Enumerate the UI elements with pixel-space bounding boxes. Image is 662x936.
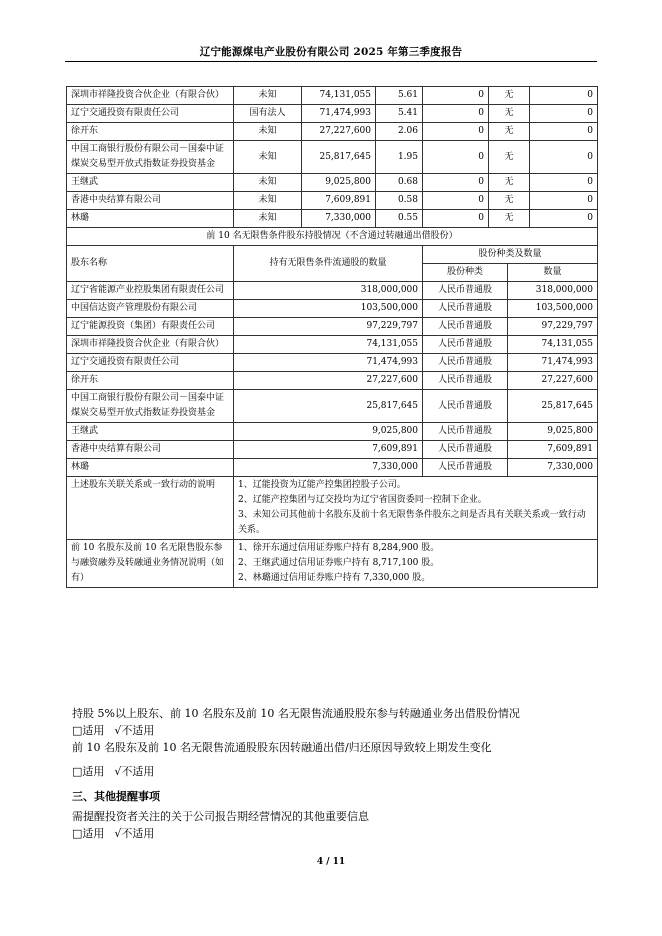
col-shareholder-name: 股东名称 (67, 246, 234, 282)
unrestricted-header-row (67, 246, 598, 264)
nature-cell: 未知 (234, 141, 302, 174)
relation-line-1: 1、辽能投资为辽能产控集团控股子公司。 (238, 480, 406, 490)
status-cell: 无 (489, 105, 530, 123)
count-cell: 9,025,800 (234, 423, 423, 441)
qty-cell: 0 (530, 123, 598, 141)
status-cell: 无 (489, 192, 530, 210)
applicable-checkbox: □适用 (72, 724, 105, 737)
name-cell: 深圳市祥隆投资合伙企业（有限合伙） (67, 336, 234, 354)
shareholder-table (66, 86, 598, 588)
nature-cell: 国有法人 (234, 105, 302, 123)
type-cell: 人民币普通股 (423, 282, 508, 300)
top10-row (67, 192, 598, 210)
relation-line-2: 2、辽能产控集团与辽交投均为辽宁省国资委同一控制下企业。 (238, 495, 487, 505)
restricted-cell: 0 (423, 210, 489, 228)
qty-cell: 97,229,797 (508, 318, 598, 336)
top10-row (67, 105, 598, 123)
count-cell: 318,000,000 (234, 282, 423, 300)
nature-cell: 未知 (234, 123, 302, 141)
top10-row (67, 141, 598, 174)
count-cell: 74,131,055 (234, 336, 423, 354)
status-cell: 无 (489, 174, 530, 192)
type-cell: 人民币普通股 (423, 390, 508, 423)
change-paragraph: 前 10 名股东及前 10 名无限售流通股股东因转融通出借/归还原因导致较上期发生变化 (72, 741, 492, 754)
unrestricted-row (67, 336, 598, 354)
status-cell: 无 (489, 141, 530, 174)
qty-cell: 9,025,800 (508, 423, 598, 441)
qty-cell: 0 (530, 192, 598, 210)
margin-line-2: 2、王继武通过信用证券账户持有 8,717,100 股。 (238, 558, 440, 568)
top10-row (67, 123, 598, 141)
col-share-qty: 数量 (508, 264, 598, 282)
qty-cell: 0 (530, 174, 598, 192)
qty-cell: 71,474,993 (508, 354, 598, 372)
relation-label: 上述股东关联关系或一致行动的说明 (67, 477, 234, 540)
count-cell: 97,229,797 (234, 318, 423, 336)
count-cell: 7,609,891 (234, 441, 423, 459)
name-cell: 中国工商银行股份有限公司－国泰中证煤炭交易型开放式指数证券投资基金 (67, 141, 234, 174)
unrestricted-row (67, 423, 598, 441)
restricted-cell: 0 (423, 141, 489, 174)
name-cell: 辽宁能源投资（集团）有限责任公司 (67, 318, 234, 336)
qty-cell: 7,330,000 (508, 459, 598, 477)
name-cell: 香港中央结算有限公司 (67, 192, 234, 210)
name-cell: 中国工商银行股份有限公司－国泰中证煤炭交易型开放式指数证券投资基金 (67, 390, 234, 423)
type-cell: 人民币普通股 (423, 459, 508, 477)
top10-row (67, 174, 598, 192)
name-cell: 王继武 (67, 423, 234, 441)
count-cell: 7,330,000 (234, 459, 423, 477)
name-cell: 徐开东 (67, 372, 234, 390)
status-cell: 无 (489, 123, 530, 141)
type-cell: 人民币普通股 (423, 441, 508, 459)
nature-cell: 未知 (234, 87, 302, 105)
page-header: 辽宁能源煤电产业股份有限公司 2025 年第三季度报告 (199, 46, 463, 58)
type-cell: 人民币普通股 (423, 423, 508, 441)
relation-row (67, 477, 598, 540)
top10-row (67, 210, 598, 228)
unrestricted-row (67, 372, 598, 390)
relation-content (234, 477, 598, 540)
count-cell: 103,500,000 (234, 300, 423, 318)
qty-cell: 25,817,645 (508, 390, 598, 423)
header-rule (65, 61, 597, 62)
margin-label: 前 10 名股东及前 10 名无限售股东参与融资融券及转融通业务情况说明（如有） (67, 540, 234, 588)
applicable-checkbox: □适用 (72, 827, 105, 840)
nature-cell: 未知 (234, 174, 302, 192)
type-cell: 人民币普通股 (423, 318, 508, 336)
restricted-cell: 0 (423, 105, 489, 123)
page-number: 4 / 11 (316, 857, 346, 867)
unrestricted-title: 前 10 名无限售条件股东持股情况（不含通过转融通出借股份） (67, 228, 598, 246)
shares-cell: 25,817,645 (302, 141, 376, 174)
pct-cell: 1.95 (376, 141, 423, 174)
type-cell: 人民币普通股 (423, 300, 508, 318)
applicable-checkbox: □适用 (72, 765, 105, 778)
col-share-type-group: 股份种类及数量 (423, 246, 598, 264)
not-applicable-check: √不适用 (114, 724, 155, 737)
margin-content (234, 540, 598, 588)
unrestricted-row (67, 441, 598, 459)
qty-cell: 27,227,600 (508, 372, 598, 390)
not-applicable-check: √不适用 (114, 765, 155, 778)
qty-cell: 7,609,891 (508, 441, 598, 459)
shares-cell: 27,227,600 (302, 123, 376, 141)
shares-cell: 7,609,891 (302, 192, 376, 210)
status-cell: 无 (489, 87, 530, 105)
status-cell: 无 (489, 210, 530, 228)
unrestricted-row (67, 459, 598, 477)
col-unrestricted-count: 持有无限售条件流通股的数量 (234, 246, 423, 282)
count-cell: 71,474,993 (234, 354, 423, 372)
top10-row (67, 87, 598, 105)
not-applicable-check: √不适用 (114, 827, 155, 840)
count-cell: 27,227,600 (234, 372, 423, 390)
name-cell: 中国信达资产管理股份有限公司 (67, 300, 234, 318)
unrestricted-row (67, 282, 598, 300)
name-cell: 深圳市祥隆投资合伙企业（有限合伙） (67, 87, 234, 105)
margin-line-3: 2、林璐通过信用证券账户持有 7,330,000 股。 (238, 573, 431, 583)
name-cell: 徐开东 (67, 123, 234, 141)
margin-row (67, 540, 598, 588)
unrestricted-title-row (67, 228, 598, 246)
col-share-type: 股份种类 (423, 264, 508, 282)
pct-cell: 0.58 (376, 192, 423, 210)
shares-cell: 71,474,993 (302, 105, 376, 123)
qty-cell: 103,500,000 (508, 300, 598, 318)
restricted-cell: 0 (423, 192, 489, 210)
lending-checkbox-line (72, 724, 154, 738)
change-checkbox-line (72, 765, 154, 779)
name-cell: 林璐 (67, 210, 234, 228)
reminder-checkbox-line (72, 827, 154, 841)
unrestricted-row (67, 390, 598, 423)
unrestricted-row (67, 354, 598, 372)
unrestricted-row (67, 300, 598, 318)
type-cell: 人民币普通股 (423, 372, 508, 390)
qty-cell: 0 (530, 87, 598, 105)
pct-cell: 0.68 (376, 174, 423, 192)
type-cell: 人民币普通股 (423, 336, 508, 354)
qty-cell: 74,131,055 (508, 336, 598, 354)
pct-cell: 0.55 (376, 210, 423, 228)
lending-paragraph: 持股 5%以上股东、前 10 名股东及前 10 名无限售流通股股东参与转融通业务出借股份情况 (72, 707, 520, 720)
qty-cell: 0 (530, 105, 598, 123)
margin-line-1: 1、徐开东通过信用证券账户持有 8,284,900 股。 (238, 543, 440, 553)
section-title: 三、其他提醒事项 (72, 790, 160, 803)
nature-cell: 未知 (234, 210, 302, 228)
restricted-cell: 0 (423, 123, 489, 141)
pct-cell: 5.61 (376, 87, 423, 105)
qty-cell: 0 (530, 210, 598, 228)
shares-cell: 74,131,055 (302, 87, 376, 105)
shares-cell: 9,025,800 (302, 174, 376, 192)
name-cell: 林璐 (67, 459, 234, 477)
qty-cell: 0 (530, 141, 598, 174)
name-cell: 香港中央结算有限公司 (67, 441, 234, 459)
type-cell: 人民币普通股 (423, 354, 508, 372)
name-cell: 辽宁交通投资有限责任公司 (67, 354, 234, 372)
relation-line-3: 3、未知公司其他前十名股东及前十名无限售条件股东之间是否具有关联关系或一致行动关系。 (238, 510, 586, 535)
nature-cell: 未知 (234, 192, 302, 210)
pct-cell: 2.06 (376, 123, 423, 141)
reminder-paragraph: 需提醒投资者关注的关于公司报告期经营情况的其他重要信息 (72, 810, 369, 823)
pct-cell: 5.41 (376, 105, 423, 123)
name-cell: 王继武 (67, 174, 234, 192)
restricted-cell: 0 (423, 87, 489, 105)
qty-cell: 318,000,000 (508, 282, 598, 300)
name-cell: 辽宁省能源产业控股集团有限责任公司 (67, 282, 234, 300)
restricted-cell: 0 (423, 174, 489, 192)
shares-cell: 7,330,000 (302, 210, 376, 228)
count-cell: 25,817,645 (234, 390, 423, 423)
unrestricted-row (67, 318, 598, 336)
name-cell: 辽宁交通投资有限责任公司 (67, 105, 234, 123)
